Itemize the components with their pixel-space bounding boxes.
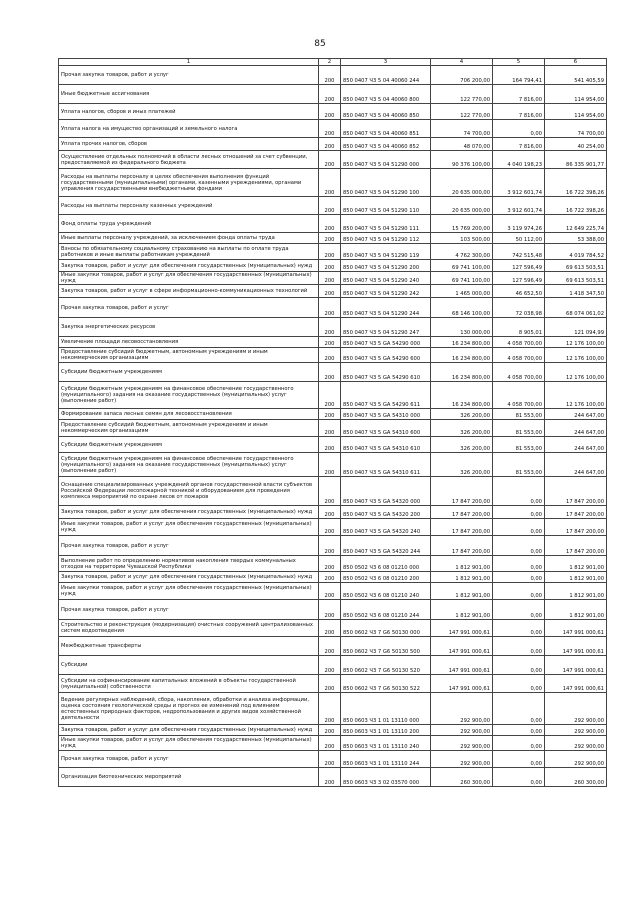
row-name: Выполнение работ по определению нормативов накопления твердых коммунальных отходов на территории Чувашской Республики	[59, 556, 319, 572]
table-row	[59, 675, 607, 693]
row-code: 200	[319, 600, 341, 620]
row-code: 200	[319, 768, 341, 787]
row-executed-amount: 4 058 700,00	[493, 363, 545, 382]
row-approved-amount: 1 812 901,00	[431, 556, 493, 572]
row-executed-amount: 0,00	[493, 556, 545, 572]
table-row	[59, 620, 607, 637]
column-header: 6	[545, 59, 607, 66]
row-name: Прочая закупка товаров, работ и услуг	[59, 600, 319, 620]
table-row	[59, 298, 607, 318]
row-name: Уплата налогов, сборов и иных платежей	[59, 104, 319, 120]
row-code: 200	[319, 104, 341, 120]
row-approved-amount: 16 234 800,00	[431, 337, 493, 348]
row-executed-amount: 0,00	[493, 768, 545, 787]
row-code: 200	[319, 437, 341, 453]
row-classification: 850 0407 Ч3 5 GA 54320 000	[341, 477, 431, 506]
row-executed-amount: 0,00	[493, 519, 545, 536]
row-approved-amount: 48 070,00	[431, 138, 493, 151]
row-approved-amount: 147 991 000,61	[431, 656, 493, 675]
table-row	[59, 120, 607, 138]
row-executed-amount: 0,00	[493, 656, 545, 675]
row-classification: 850 0407 Ч3 5 04 40060 850	[341, 104, 431, 120]
row-classification: 850 0407 Ч3 5 04 51290 112	[341, 233, 431, 244]
row-executed-amount: 164 794,41	[493, 66, 545, 85]
table-row	[59, 138, 607, 151]
row-approved-amount: 260 300,00	[431, 768, 493, 787]
row-name: Прочая закупка товаров, работ и услуг	[59, 751, 319, 768]
row-name: Иные выплаты персоналу учреждений, за исключением фонда оплаты труда	[59, 233, 319, 244]
row-code: 200	[319, 348, 341, 363]
table-row	[59, 169, 607, 197]
table-row	[59, 285, 607, 298]
table-row	[59, 318, 607, 337]
row-code: 200	[319, 477, 341, 506]
row-code: 200	[319, 197, 341, 215]
row-approved-amount: 4 762 300,00	[431, 244, 493, 260]
row-name: Иные закупки товаров, работ и услуг для обеспечения государственных (муниципальных) нужд	[59, 519, 319, 536]
row-code: 200	[319, 337, 341, 348]
row-code: 200	[319, 453, 341, 477]
row-remaining-amount: 12 176 100,00	[545, 382, 607, 409]
row-name: Прочая закупка товаров, работ и услуг	[59, 298, 319, 318]
row-executed-amount: 0,00	[493, 736, 545, 751]
row-classification: 850 0602 Ч3 7 G6 50130 522	[341, 675, 431, 693]
row-code: 200	[319, 637, 341, 656]
column-header: 1	[59, 59, 319, 66]
table-row	[59, 151, 607, 169]
row-remaining-amount: 114 954,00	[545, 104, 607, 120]
row-executed-amount: 3 119 974,26	[493, 215, 545, 233]
row-executed-amount: 4 040 198,23	[493, 151, 545, 169]
row-executed-amount: 0,00	[493, 583, 545, 600]
row-classification: 850 0407 Ч3 5 04 40060 244	[341, 66, 431, 85]
row-classification: 850 0407 Ч3 5 GA 54310 610	[341, 437, 431, 453]
row-approved-amount: 326 200,00	[431, 420, 493, 437]
row-name: Закупка товаров, работ и услуг для обеспечения государственных (муниципальных) нужд	[59, 260, 319, 272]
row-classification: 850 0407 Ч3 5 GA 54290 000	[341, 337, 431, 348]
row-remaining-amount: 53 388,00	[545, 233, 607, 244]
table-row	[59, 420, 607, 437]
row-executed-amount: 0,00	[493, 477, 545, 506]
row-executed-amount: 81 553,00	[493, 409, 545, 420]
row-remaining-amount: 121 094,99	[545, 318, 607, 337]
row-classification: 850 0603 Ч3 1 01 13110 240	[341, 736, 431, 751]
row-name: Закупка товаров, работ и услуг для обеспечения государственных (муниципальных) нужд	[59, 506, 319, 519]
row-approved-amount: 122 770,00	[431, 85, 493, 104]
row-code: 200	[319, 120, 341, 138]
row-remaining-amount: 1 812 901,00	[545, 572, 607, 583]
row-executed-amount: 0,00	[493, 675, 545, 693]
row-name: Субсидии бюджетным учреждениям на финансовое обеспечение государственного (муниципального) задания на оказание государственных (муниципальных) услуг (выполнение работ)	[59, 382, 319, 409]
row-executed-amount: 50 112,00	[493, 233, 545, 244]
row-remaining-amount: 16 722 398,26	[545, 197, 607, 215]
row-name: Оснащение специализированных учреждений органов государственной власти субъектов Российской Федерации лесопожарной техникой и оборудованием для проведения комплекса мероприятий по охране лесов от пожаров	[59, 477, 319, 506]
row-code: 200	[319, 298, 341, 318]
row-executed-amount: 4 058 700,00	[493, 337, 545, 348]
table-row	[59, 363, 607, 382]
table-row	[59, 572, 607, 583]
row-name: Субсидии бюджетным учреждениям на финансовое обеспечение государственного (муниципального) задания на оказание государственных (муниципальных) услуг (выполнение работ)	[59, 453, 319, 477]
row-remaining-amount: 147 991 000,61	[545, 620, 607, 637]
table-row	[59, 536, 607, 556]
row-code: 200	[319, 215, 341, 233]
row-approved-amount: 1 465 000,00	[431, 285, 493, 298]
row-name: Иные закупки товаров, работ и услуг для обеспечения государственных (муниципальных) нужд	[59, 736, 319, 751]
row-remaining-amount: 260 300,00	[545, 768, 607, 787]
row-remaining-amount: 17 847 200,00	[545, 477, 607, 506]
table-row	[59, 519, 607, 536]
row-approved-amount: 69 741 100,00	[431, 272, 493, 285]
row-classification: 850 0407 Ч3 5 04 51290 119	[341, 244, 431, 260]
row-classification: 850 0602 Ч3 7 G6 50130 000	[341, 620, 431, 637]
row-remaining-amount: 541 405,59	[545, 66, 607, 85]
row-name: Прочая закупка товаров, работ и услуг	[59, 66, 319, 85]
column-header: 3	[341, 59, 431, 66]
row-executed-amount: 0,00	[493, 693, 545, 725]
table-row	[59, 600, 607, 620]
table-row	[59, 337, 607, 348]
row-remaining-amount: 1 418 347,50	[545, 285, 607, 298]
row-remaining-amount: 147 991 000,61	[545, 675, 607, 693]
row-remaining-amount: 292 900,00	[545, 693, 607, 725]
row-code: 200	[319, 272, 341, 285]
budget-execution-table	[58, 58, 607, 787]
row-classification: 850 0407 Ч3 5 GA 54320 244	[341, 536, 431, 556]
row-remaining-amount: 292 900,00	[545, 751, 607, 768]
row-remaining-amount: 17 847 200,00	[545, 519, 607, 536]
row-approved-amount: 103 500,00	[431, 233, 493, 244]
row-approved-amount: 16 234 800,00	[431, 382, 493, 409]
row-executed-amount: 127 596,49	[493, 260, 545, 272]
row-code: 200	[319, 620, 341, 637]
row-approved-amount: 1 812 901,00	[431, 583, 493, 600]
row-classification: 850 0502 Ч3 6 08 01210 200	[341, 572, 431, 583]
table-row	[59, 244, 607, 260]
row-name: Уплата налога на имущество организаций и земельного налога	[59, 120, 319, 138]
row-name: Увеличение площади лесовосстановления	[59, 337, 319, 348]
row-approved-amount: 147 991 000,61	[431, 637, 493, 656]
row-classification: 850 0407 Ч3 5 GA 54320 200	[341, 506, 431, 519]
row-approved-amount: 90 376 100,00	[431, 151, 493, 169]
row-name: Закупка товаров, работ и услуг в сфере информационно-коммуникационных технологий	[59, 285, 319, 298]
page-number: 85	[314, 39, 326, 49]
row-code: 200	[319, 556, 341, 572]
row-classification: 850 0407 Ч3 5 GA 54320 240	[341, 519, 431, 536]
row-name: Взносы по обязательному социальному страхованию на выплаты по оплате труда работников и иные выплаты работникам учреждений	[59, 244, 319, 260]
row-remaining-amount: 16 722 398,26	[545, 169, 607, 197]
row-code: 200	[319, 583, 341, 600]
row-remaining-amount: 69 613 503,51	[545, 260, 607, 272]
row-approved-amount: 292 900,00	[431, 725, 493, 736]
row-code: 200	[319, 169, 341, 197]
row-name: Строительство и реконструкция (модернизация) очистных сооружений централизованных систем водоотведения	[59, 620, 319, 637]
row-executed-amount: 0,00	[493, 536, 545, 556]
row-classification: 850 0407 Ч3 5 GA 54310 600	[341, 420, 431, 437]
row-executed-amount: 0,00	[493, 506, 545, 519]
row-executed-amount: 0,00	[493, 572, 545, 583]
row-code: 200	[319, 363, 341, 382]
row-approved-amount: 68 146 100,00	[431, 298, 493, 318]
row-code: 200	[319, 420, 341, 437]
row-approved-amount: 17 847 200,00	[431, 477, 493, 506]
row-code: 200	[319, 151, 341, 169]
row-name: Осуществление отдельных полномочий в области лесных отношений за счет субвенции, предоставляемой из федерального бюджета	[59, 151, 319, 169]
table-row	[59, 693, 607, 725]
row-classification: 850 0502 Ч3 6 08 01210 000	[341, 556, 431, 572]
row-classification: 850 0502 Ч3 6 08 01210 244	[341, 600, 431, 620]
row-classification: 850 0407 Ч3 5 GA 54310 000	[341, 409, 431, 420]
row-classification: 850 0407 Ч3 5 04 51290 110	[341, 197, 431, 215]
row-classification: 850 0407 Ч3 5 GA 54310 611	[341, 453, 431, 477]
row-name: Закупка энергетических ресурсов	[59, 318, 319, 337]
table-row	[59, 104, 607, 120]
row-executed-amount: 0,00	[493, 620, 545, 637]
row-classification: 850 0603 Ч3 1 01 13110 200	[341, 725, 431, 736]
table-row	[59, 583, 607, 600]
row-approved-amount: 130 000,00	[431, 318, 493, 337]
row-executed-amount: 4 058 700,00	[493, 348, 545, 363]
row-code: 200	[319, 725, 341, 736]
row-classification: 850 0407 Ч3 5 04 51290 247	[341, 318, 431, 337]
row-code: 200	[319, 736, 341, 751]
row-name: Предоставление субсидий бюджетным, автономным учреждениям и иным некоммерческим организациям	[59, 348, 319, 363]
row-name: Закупка товаров, работ и услуг для обеспечения государственных (муниципальных) нужд	[59, 572, 319, 583]
row-executed-amount: 81 553,00	[493, 437, 545, 453]
row-remaining-amount: 74 700,00	[545, 120, 607, 138]
row-name: Субсидии бюджетным учреждениям	[59, 437, 319, 453]
row-code: 200	[319, 409, 341, 420]
row-name: Субсидии на софинансирование капитальных вложений в объекты государственной (муниципальной) собственности	[59, 675, 319, 693]
row-classification: 850 0407 Ч3 5 04 51290 111	[341, 215, 431, 233]
row-remaining-amount: 12 649 225,74	[545, 215, 607, 233]
row-name: Фонд оплаты труда учреждений	[59, 215, 319, 233]
table-row	[59, 409, 607, 420]
row-code: 200	[319, 506, 341, 519]
row-name: Формирование запаса лесных семян для лесовосстановления	[59, 409, 319, 420]
row-approved-amount: 292 900,00	[431, 751, 493, 768]
table-row	[59, 260, 607, 272]
row-approved-amount: 17 847 200,00	[431, 506, 493, 519]
row-code: 200	[319, 233, 341, 244]
row-executed-amount: 0,00	[493, 120, 545, 138]
row-classification: 850 0407 Ч3 5 04 40060 800	[341, 85, 431, 104]
row-classification: 850 0407 Ч3 5 04 40060 852	[341, 138, 431, 151]
row-classification: 850 0407 Ч3 5 04 51290 242	[341, 285, 431, 298]
row-code: 200	[319, 519, 341, 536]
row-classification: 850 0407 Ч3 5 04 40060 851	[341, 120, 431, 138]
row-code: 200	[319, 318, 341, 337]
row-executed-amount: 46 652,50	[493, 285, 545, 298]
row-approved-amount: 16 234 800,00	[431, 363, 493, 382]
row-approved-amount: 20 635 000,00	[431, 169, 493, 197]
row-approved-amount: 147 991 000,61	[431, 620, 493, 637]
row-approved-amount: 292 900,00	[431, 693, 493, 725]
row-executed-amount: 72 038,98	[493, 298, 545, 318]
row-approved-amount: 326 200,00	[431, 409, 493, 420]
row-code: 200	[319, 66, 341, 85]
row-classification: 850 0407 Ч3 5 04 51290 244	[341, 298, 431, 318]
row-remaining-amount: 147 991 000,61	[545, 656, 607, 675]
row-approved-amount: 17 847 200,00	[431, 536, 493, 556]
row-executed-amount: 81 553,00	[493, 420, 545, 437]
row-approved-amount: 122 770,00	[431, 104, 493, 120]
row-classification: 850 0407 Ч3 5 04 51290 100	[341, 169, 431, 197]
table-row	[59, 637, 607, 656]
row-code: 200	[319, 285, 341, 298]
row-classification: 850 0407 Ч3 5 04 51290 200	[341, 260, 431, 272]
row-name: Прочая закупка товаров, работ и услуг	[59, 536, 319, 556]
row-code: 200	[319, 244, 341, 260]
row-name: Субсидии бюджетным учреждениям	[59, 363, 319, 382]
row-approved-amount: 147 991 000,61	[431, 675, 493, 693]
row-name: Организация биотехнических мероприятий	[59, 768, 319, 787]
row-name: Расходы на выплаты персоналу казенных учреждений	[59, 197, 319, 215]
row-code: 200	[319, 260, 341, 272]
table-row	[59, 736, 607, 751]
row-remaining-amount: 86 335 901,77	[545, 151, 607, 169]
row-executed-amount: 0,00	[493, 751, 545, 768]
row-name: Иные закупки товаров, работ и услуг для обеспечения государственных (муниципальных) нужд	[59, 272, 319, 285]
row-approved-amount: 326 200,00	[431, 437, 493, 453]
row-code: 200	[319, 693, 341, 725]
row-name: Иные закупки товаров, работ и услуг для обеспечения государственных (муниципальных) нужд	[59, 583, 319, 600]
table-row	[59, 477, 607, 506]
row-remaining-amount: 17 847 200,00	[545, 506, 607, 519]
row-classification: 850 0502 Ч3 6 08 01210 240	[341, 583, 431, 600]
table-row	[59, 751, 607, 768]
table-row	[59, 768, 607, 787]
row-name: Межбюджетные трансферты	[59, 637, 319, 656]
row-remaining-amount: 244 647,00	[545, 420, 607, 437]
row-classification: 850 0602 Ч3 7 G6 50130 520	[341, 656, 431, 675]
row-classification: 850 0407 Ч3 5 04 51290 000	[341, 151, 431, 169]
row-remaining-amount: 1 812 901,00	[545, 583, 607, 600]
row-name: Расходы на выплаты персоналу в целях обеспечения выполнения функций государственными (муниципальными) органами, казенными учреждениями, органами управления государственными внебюджетными фондами	[59, 169, 319, 197]
row-approved-amount: 15 769 200,00	[431, 215, 493, 233]
row-code: 200	[319, 675, 341, 693]
row-executed-amount: 0,00	[493, 725, 545, 736]
row-executed-amount: 3 912 601,74	[493, 197, 545, 215]
row-remaining-amount: 4 019 784,52	[545, 244, 607, 260]
table-row	[59, 556, 607, 572]
row-name: Субсидии	[59, 656, 319, 675]
row-remaining-amount: 12 176 100,00	[545, 363, 607, 382]
row-remaining-amount: 244 647,00	[545, 453, 607, 477]
row-code: 200	[319, 751, 341, 768]
column-header: 2	[319, 59, 341, 66]
row-code: 200	[319, 138, 341, 151]
row-remaining-amount: 17 847 200,00	[545, 536, 607, 556]
table-row	[59, 382, 607, 409]
row-classification: 850 0407 Ч3 5 GA 54290 610	[341, 363, 431, 382]
column-header: 4	[431, 59, 493, 66]
row-executed-amount: 742 515,48	[493, 244, 545, 260]
row-approved-amount: 16 234 800,00	[431, 348, 493, 363]
table-row	[59, 348, 607, 363]
table-row	[59, 453, 607, 477]
row-approved-amount: 326 200,00	[431, 453, 493, 477]
table-row	[59, 233, 607, 244]
table-row	[59, 197, 607, 215]
row-remaining-amount: 244 647,00	[545, 409, 607, 420]
row-approved-amount: 1 812 901,00	[431, 600, 493, 620]
row-approved-amount: 69 741 100,00	[431, 260, 493, 272]
row-code: 200	[319, 382, 341, 409]
row-name: Закупка товаров, работ и услуг для обеспечения государственных (муниципальных) нужд	[59, 725, 319, 736]
row-executed-amount: 81 553,00	[493, 453, 545, 477]
row-remaining-amount: 1 812 901,00	[545, 556, 607, 572]
table-row	[59, 506, 607, 519]
row-code: 200	[319, 572, 341, 583]
column-header: 5	[493, 59, 545, 66]
row-executed-amount: 127 596,49	[493, 272, 545, 285]
row-remaining-amount: 147 991 000,61	[545, 637, 607, 656]
row-remaining-amount: 12 176 100,00	[545, 337, 607, 348]
row-code: 200	[319, 85, 341, 104]
row-executed-amount: 4 058 700,00	[493, 382, 545, 409]
row-classification: 850 0603 Ч3 1 01 13110 000	[341, 693, 431, 725]
table-row	[59, 85, 607, 104]
row-executed-amount: 0,00	[493, 637, 545, 656]
table-row	[59, 656, 607, 675]
row-executed-amount: 7 816,00	[493, 138, 545, 151]
row-classification: 850 0407 Ч3 5 GA 54290 600	[341, 348, 431, 363]
row-code: 200	[319, 536, 341, 556]
row-approved-amount: 20 635 000,00	[431, 197, 493, 215]
table-row	[59, 725, 607, 736]
row-remaining-amount: 292 900,00	[545, 736, 607, 751]
row-executed-amount: 7 816,00	[493, 85, 545, 104]
table-row	[59, 215, 607, 233]
table-row	[59, 66, 607, 85]
row-approved-amount: 74 700,00	[431, 120, 493, 138]
table-header-row	[59, 59, 607, 66]
row-executed-amount: 0,00	[493, 600, 545, 620]
row-remaining-amount: 69 613 503,51	[545, 272, 607, 285]
row-name: Уплата прочих налогов, сборов	[59, 138, 319, 151]
table-row	[59, 437, 607, 453]
row-remaining-amount: 68 074 061,02	[545, 298, 607, 318]
row-executed-amount: 7 816,00	[493, 104, 545, 120]
row-executed-amount: 8 905,01	[493, 318, 545, 337]
row-executed-amount: 3 912 601,74	[493, 169, 545, 197]
row-approved-amount: 17 847 200,00	[431, 519, 493, 536]
row-classification: 850 0603 Ч3 3 02 03570 000	[341, 768, 431, 787]
row-classification: 850 0602 Ч3 7 G6 50130 500	[341, 637, 431, 656]
row-name: Ведение регулярных наблюдений, сбора, накопления, обработки и анализа информации, оценка состояния геологической среды и прогноз ее изменений под влиянием естественных природных факторов, недропользования и других видов хозяйственной деятельности	[59, 693, 319, 725]
row-remaining-amount: 1 812 901,00	[545, 600, 607, 620]
row-name: Иные бюджетные ассигнования	[59, 85, 319, 104]
row-classification: 850 0407 Ч3 5 GA 54290 611	[341, 382, 431, 409]
table-row	[59, 272, 607, 285]
row-name: Предоставление субсидий бюджетным, автономным учреждениям и иным некоммерческим организациям	[59, 420, 319, 437]
row-code: 200	[319, 656, 341, 675]
row-remaining-amount: 244 647,00	[545, 437, 607, 453]
row-classification: 850 0407 Ч3 5 04 51290 240	[341, 272, 431, 285]
row-remaining-amount: 114 954,00	[545, 85, 607, 104]
row-approved-amount: 1 812 901,00	[431, 572, 493, 583]
row-classification: 850 0603 Ч3 1 01 13110 244	[341, 751, 431, 768]
row-approved-amount: 706 200,00	[431, 66, 493, 85]
row-approved-amount: 292 900,00	[431, 736, 493, 751]
row-remaining-amount: 12 176 100,00	[545, 348, 607, 363]
row-remaining-amount: 292 900,00	[545, 725, 607, 736]
row-remaining-amount: 40 254,00	[545, 138, 607, 151]
